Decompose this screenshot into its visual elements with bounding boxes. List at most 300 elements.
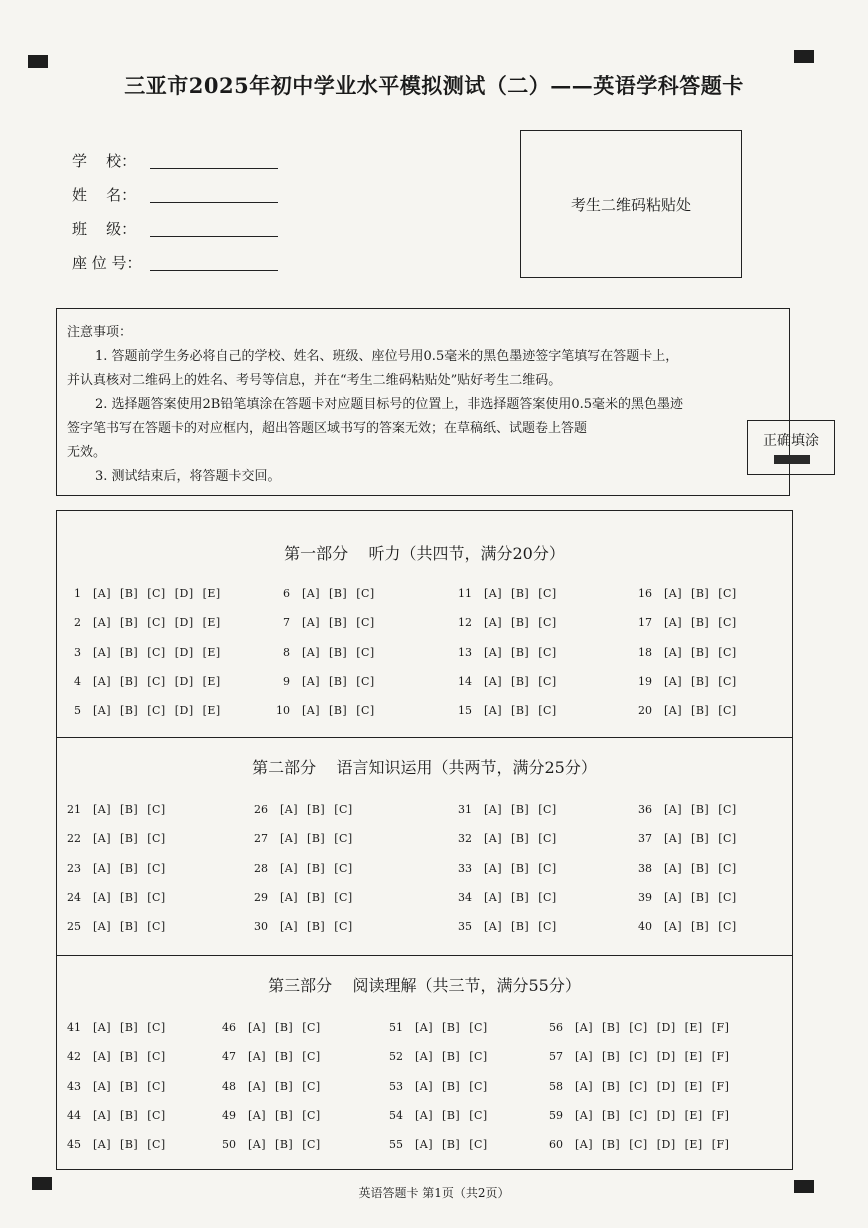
question-row xyxy=(450,616,566,629)
question-row xyxy=(630,704,746,717)
answer-bubble[interactable]: [C] xyxy=(147,890,166,904)
answer-bubble[interactable]: [C] xyxy=(356,674,375,688)
question-number: 19 xyxy=(638,674,652,688)
question-number: 18 xyxy=(638,645,652,659)
answer-bubble[interactable]: [D] xyxy=(656,1108,676,1122)
answer-bubble[interactable]: [F] xyxy=(711,1021,730,1034)
answer-bubble[interactable]: [C] xyxy=(356,616,375,630)
answer-bubble[interactable]: [E] xyxy=(202,587,221,600)
answer-bubble[interactable]: [C] xyxy=(147,645,166,659)
answer-bubble[interactable]: [C] xyxy=(629,1138,648,1152)
answer-bubble[interactable]: [A] xyxy=(484,803,503,816)
question-row xyxy=(450,891,566,904)
answer-bubble[interactable]: [B] xyxy=(307,920,326,934)
answer-bubble[interactable]: [C] xyxy=(718,890,737,904)
answer-bubble[interactable]: [B] xyxy=(329,616,348,630)
question-row xyxy=(630,675,746,688)
answer-bubble[interactable]: [B] xyxy=(511,704,530,718)
answer-bubble[interactable]: [A] xyxy=(280,890,299,904)
answer-bubble[interactable]: [D] xyxy=(656,1021,676,1034)
answer-bubble[interactable]: [D] xyxy=(174,616,194,630)
answer-bubble[interactable]: [C] xyxy=(147,674,166,688)
answer-bubble[interactable]: [C] xyxy=(718,832,737,846)
answer-bubble[interactable]: [D] xyxy=(174,587,194,600)
answer-bubble[interactable]: [A] xyxy=(280,832,299,846)
question-number: 53 xyxy=(389,1079,403,1093)
answer-bubble[interactable]: [C] xyxy=(629,1050,648,1064)
filled-bubble-example xyxy=(774,455,810,464)
answer-bubble[interactable]: [B] xyxy=(691,704,710,718)
question-row xyxy=(59,1050,175,1063)
answer-bubble[interactable]: [B] xyxy=(120,1050,139,1064)
question-number: 41 xyxy=(67,1021,81,1034)
question-row xyxy=(630,616,746,629)
answer-bubble[interactable]: [A] xyxy=(280,920,299,934)
answer-bubble[interactable]: [B] xyxy=(442,1108,461,1122)
notice-line: 无效。 xyxy=(67,445,107,460)
answer-bubble[interactable]: [C] xyxy=(718,616,737,630)
answer-bubble[interactable]: [C] xyxy=(147,920,166,934)
answer-bubble[interactable]: [C] xyxy=(538,861,557,875)
question-row xyxy=(381,1080,497,1093)
answer-bubble[interactable]: [B] xyxy=(120,920,139,934)
answer-bubble[interactable]: [C] xyxy=(538,704,557,718)
answer-bubble[interactable]: [A] xyxy=(575,1108,594,1122)
answer-bubble[interactable]: [C] xyxy=(629,1021,648,1034)
answer-bubble[interactable]: [A] xyxy=(664,890,683,904)
answer-bubble[interactable]: [E] xyxy=(202,645,221,659)
answer-bubble[interactable]: [A] xyxy=(664,645,683,659)
answer-bubble[interactable]: [A] xyxy=(664,704,683,718)
question-row xyxy=(450,675,566,688)
answer-bubble[interactable]: [C] xyxy=(718,674,737,688)
question-row xyxy=(450,803,566,816)
write-line[interactable] xyxy=(150,168,278,169)
answer-bubble[interactable]: [B] xyxy=(511,674,530,688)
answer-bubble[interactable]: [F] xyxy=(711,1108,730,1122)
question-number: 42 xyxy=(67,1050,81,1064)
question-row xyxy=(59,704,230,717)
answer-bubble[interactable]: [C] xyxy=(538,616,557,630)
answer-bubble[interactable]: [B] xyxy=(691,674,710,688)
answer-bubble[interactable]: [E] xyxy=(684,1021,703,1034)
question-number: 45 xyxy=(67,1138,81,1152)
question-row xyxy=(450,862,566,875)
notice-line: 并认真核对二维码上的姓名、考号等信息，并在“考生二维码粘贴处”贴好考生二维码。 xyxy=(67,373,562,388)
answer-bubble[interactable]: [A] xyxy=(93,1108,112,1122)
answer-bubble[interactable]: [B] xyxy=(691,861,710,875)
answer-bubble[interactable]: [C] xyxy=(469,1108,488,1122)
answer-bubble[interactable]: [B] xyxy=(120,587,139,600)
answer-bubble[interactable]: [C] xyxy=(147,803,166,816)
question-row xyxy=(59,1138,175,1151)
answer-bubble[interactable]: [D] xyxy=(174,645,194,659)
question-row xyxy=(59,616,230,629)
answer-bubble[interactable]: [B] xyxy=(120,803,139,816)
answer-bubble[interactable]: [B] xyxy=(120,832,139,846)
notice-box xyxy=(56,308,819,496)
answer-bubble[interactable]: [C] xyxy=(356,587,375,600)
answer-bubble[interactable]: [B] xyxy=(329,587,348,600)
answer-bubble[interactable]: [C] xyxy=(302,1079,321,1093)
write-line[interactable] xyxy=(150,202,278,203)
answer-bubble[interactable]: [A] xyxy=(664,674,683,688)
answer-bubble[interactable]: [A] xyxy=(664,587,683,600)
question-number: 13 xyxy=(458,645,472,659)
question-number: 58 xyxy=(549,1079,563,1093)
answer-bubble[interactable]: [F] xyxy=(711,1079,730,1093)
answer-bubble[interactable]: [B] xyxy=(329,645,348,659)
answer-bubble[interactable]: [A] xyxy=(248,1021,267,1034)
answer-bubble[interactable]: [E] xyxy=(202,674,221,688)
answer-bubble[interactable]: [A] xyxy=(93,1138,112,1152)
answer-bubble[interactable]: [C] xyxy=(147,832,166,846)
answer-bubble[interactable]: [A] xyxy=(664,861,683,875)
answer-bubble[interactable]: [B] xyxy=(602,1050,621,1064)
answer-bubble[interactable]: [C] xyxy=(147,1021,166,1034)
answer-bubble[interactable]: [A] xyxy=(93,704,112,718)
answer-bubble[interactable]: [C] xyxy=(469,1021,488,1034)
answer-bubble[interactable]: [B] xyxy=(691,920,710,934)
answer-bubble[interactable]: [E] xyxy=(202,704,221,718)
question-row xyxy=(59,891,175,904)
question-number: 24 xyxy=(67,890,81,904)
question-row xyxy=(246,803,362,816)
answer-bubble[interactable]: [C] xyxy=(469,1079,488,1093)
answer-bubble[interactable]: [A] xyxy=(93,674,112,688)
answer-bubble[interactable]: [D] xyxy=(174,704,194,718)
answer-bubble[interactable]: [B] xyxy=(511,803,530,816)
question-row xyxy=(630,587,746,600)
answer-bubble[interactable]: [C] xyxy=(147,861,166,875)
question-number: 6 xyxy=(283,587,290,600)
answer-bubble[interactable]: [C] xyxy=(538,920,557,934)
answer-bubble[interactable]: [A] xyxy=(664,616,683,630)
answer-bubble[interactable]: [B] xyxy=(511,587,530,600)
question-number: 59 xyxy=(549,1108,563,1122)
answer-bubble[interactable]: [A] xyxy=(484,674,503,688)
answer-bubble[interactable]: [A] xyxy=(484,704,503,718)
answer-bubble[interactable]: [C] xyxy=(147,1108,166,1122)
question-row xyxy=(630,862,746,875)
answer-bubble[interactable]: [B] xyxy=(442,1050,461,1064)
answer-bubble[interactable]: [B] xyxy=(511,890,530,904)
question-number: 39 xyxy=(638,890,652,904)
answer-bubble[interactable]: [A] xyxy=(93,832,112,846)
answer-bubble[interactable]: [B] xyxy=(120,861,139,875)
answer-bubble[interactable]: [A] xyxy=(248,1050,267,1064)
question-number: 3 xyxy=(74,645,81,659)
answer-bubble[interactable]: [A] xyxy=(415,1050,434,1064)
answer-bubble[interactable]: [A] xyxy=(248,1079,267,1093)
answer-bubble[interactable]: [E] xyxy=(684,1138,703,1152)
answer-bubble[interactable]: [B] xyxy=(120,890,139,904)
question-row xyxy=(268,646,384,659)
answer-bubble[interactable]: [A] xyxy=(415,1079,434,1093)
answer-bubble[interactable]: [A] xyxy=(248,1138,267,1152)
answer-bubble[interactable]: [E] xyxy=(202,616,221,630)
answer-bubble[interactable]: [F] xyxy=(711,1138,730,1152)
answer-bubble[interactable]: [A] xyxy=(302,674,321,688)
question-row xyxy=(214,1138,330,1151)
answer-bubble[interactable]: [D] xyxy=(656,1079,676,1093)
answer-bubble[interactable]: [A] xyxy=(302,704,321,718)
question-number: 14 xyxy=(458,674,472,688)
question-row xyxy=(246,862,362,875)
answer-area xyxy=(56,510,793,1170)
answer-bubble[interactable]: [C] xyxy=(302,1108,321,1122)
answer-bubble[interactable]: [B] xyxy=(120,1079,139,1093)
answer-bubble[interactable]: [B] xyxy=(307,861,326,875)
answer-bubble[interactable]: [C] xyxy=(302,1050,321,1064)
question-row xyxy=(268,616,384,629)
answer-bubble[interactable]: [C] xyxy=(469,1050,488,1064)
question-row xyxy=(541,1109,738,1122)
question-number: 1 xyxy=(74,587,81,600)
question-row xyxy=(59,1080,175,1093)
question-row xyxy=(630,891,746,904)
question-number: 49 xyxy=(222,1108,236,1122)
answer-bubble[interactable]: [B] xyxy=(691,890,710,904)
question-number: 22 xyxy=(67,832,81,846)
answer-bubble[interactable]: [A] xyxy=(575,1021,594,1034)
question-number: 54 xyxy=(389,1108,403,1122)
answer-bubble[interactable]: [C] xyxy=(147,587,166,600)
answer-bubble[interactable]: [C] xyxy=(538,587,557,600)
answer-bubble[interactable]: [C] xyxy=(629,1079,648,1093)
answer-bubble[interactable]: [C] xyxy=(356,645,375,659)
question-number: 43 xyxy=(67,1079,81,1093)
answer-bubble[interactable]: [C] xyxy=(718,645,737,659)
answer-bubble[interactable]: [A] xyxy=(415,1108,434,1122)
answer-bubble[interactable]: [E] xyxy=(684,1050,703,1064)
write-line[interactable] xyxy=(150,270,278,271)
question-row xyxy=(630,920,746,933)
answer-bubble[interactable]: [A] xyxy=(484,861,503,875)
answer-bubble[interactable]: [C] xyxy=(334,803,353,816)
notice-heading: 注意事项： xyxy=(67,325,133,340)
question-number: 38 xyxy=(638,861,652,875)
question-number: 51 xyxy=(389,1021,403,1034)
answer-bubble[interactable]: [C] xyxy=(334,890,353,904)
answer-bubble[interactable]: [B] xyxy=(442,1138,461,1152)
answer-bubble[interactable]: [B] xyxy=(602,1138,621,1152)
answer-bubble[interactable]: [C] xyxy=(718,920,737,934)
section-title-listening: 第一部分 听力（共四节，满分20分） xyxy=(284,544,565,563)
answer-bubble[interactable]: [B] xyxy=(120,704,139,718)
qr-code-sticker-box xyxy=(520,130,742,278)
notice-line: 3. 测试结束后，将答题卡交回。 xyxy=(95,469,281,484)
answer-bubble[interactable]: [C] xyxy=(147,1079,166,1093)
answer-bubble[interactable]: [C] xyxy=(302,1138,321,1152)
answer-bubble[interactable]: [A] xyxy=(93,1021,112,1034)
answer-bubble[interactable]: [A] xyxy=(484,645,503,659)
answer-bubble[interactable]: [E] xyxy=(684,1079,703,1093)
answer-bubble[interactable]: [A] xyxy=(302,587,321,600)
question-number: 46 xyxy=(222,1021,236,1034)
question-row xyxy=(59,920,175,933)
answer-bubble[interactable]: [A] xyxy=(93,645,112,659)
answer-bubble[interactable]: [B] xyxy=(511,920,530,934)
answer-bubble[interactable]: [F] xyxy=(711,1050,730,1064)
answer-bubble[interactable]: [C] xyxy=(356,704,375,718)
question-row xyxy=(214,1109,330,1122)
answer-bubble[interactable]: [B] xyxy=(275,1021,294,1034)
section-divider xyxy=(57,955,792,956)
question-row xyxy=(214,1050,330,1063)
answer-bubble[interactable]: [A] xyxy=(93,1050,112,1064)
answer-bubble[interactable]: [C] xyxy=(538,645,557,659)
section-title-language-use: 第二部分 语言知识运用（共两节，满分25分） xyxy=(252,758,597,777)
answer-bubble[interactable]: [A] xyxy=(93,587,112,600)
answer-bubble[interactable]: [B] xyxy=(329,704,348,718)
answer-bubble[interactable]: [A] xyxy=(484,920,503,934)
question-number: 47 xyxy=(222,1050,236,1064)
answer-bubble[interactable]: [B] xyxy=(511,861,530,875)
answer-bubble[interactable]: [A] xyxy=(575,1079,594,1093)
question-row xyxy=(541,1138,738,1151)
question-number: 15 xyxy=(458,704,472,718)
section-title-reading: 第三部分 阅读理解（共三节，满分55分） xyxy=(268,976,581,995)
question-row xyxy=(268,675,384,688)
question-number: 17 xyxy=(638,616,652,630)
answer-bubble[interactable]: [B] xyxy=(511,645,530,659)
answer-bubble[interactable]: [B] xyxy=(691,832,710,846)
answer-bubble[interactable]: [C] xyxy=(334,861,353,875)
answer-bubble[interactable]: [A] xyxy=(280,803,299,816)
answer-bubble[interactable]: [C] xyxy=(538,803,557,816)
answer-bubble[interactable]: [A] xyxy=(575,1138,594,1152)
question-number: 20 xyxy=(638,704,652,718)
question-number: 31 xyxy=(458,803,472,816)
answer-bubble[interactable]: [B] xyxy=(120,1138,139,1152)
answer-bubble[interactable]: [C] xyxy=(629,1108,648,1122)
question-row xyxy=(246,920,362,933)
question-number: 35 xyxy=(458,920,472,934)
answer-bubble[interactable]: [B] xyxy=(691,616,710,630)
answer-bubble[interactable]: [B] xyxy=(120,674,139,688)
answer-bubble[interactable]: [C] xyxy=(334,920,353,934)
answer-bubble[interactable]: [C] xyxy=(302,1021,321,1034)
answer-bubble[interactable]: [C] xyxy=(147,1138,166,1152)
question-row xyxy=(59,587,230,600)
answer-bubble[interactable]: [C] xyxy=(334,832,353,846)
section-divider xyxy=(57,737,792,738)
answer-bubble[interactable]: [A] xyxy=(664,920,683,934)
question-row xyxy=(450,704,566,717)
question-number: 57 xyxy=(549,1050,563,1064)
answer-bubble[interactable]: [A] xyxy=(93,616,112,630)
answer-bubble[interactable]: [A] xyxy=(415,1138,434,1152)
answer-bubble[interactable]: [C] xyxy=(469,1138,488,1152)
answer-bubble[interactable]: [C] xyxy=(718,861,737,875)
answer-bubble[interactable]: [B] xyxy=(442,1021,461,1034)
answer-bubble[interactable]: [A] xyxy=(93,920,112,934)
answer-bubble[interactable]: [B] xyxy=(120,616,139,630)
answer-bubble[interactable]: [C] xyxy=(538,674,557,688)
answer-bubble[interactable]: [E] xyxy=(684,1108,703,1122)
write-line[interactable] xyxy=(150,236,278,237)
answer-bubble[interactable]: [A] xyxy=(484,587,503,600)
answer-bubble[interactable]: [A] xyxy=(484,890,503,904)
question-number: 28 xyxy=(254,861,268,875)
answer-bubble[interactable]: [A] xyxy=(248,1108,267,1122)
answer-bubble[interactable]: [B] xyxy=(442,1079,461,1093)
answer-bubble[interactable]: [A] xyxy=(664,803,683,816)
answer-bubble[interactable]: [D] xyxy=(174,674,194,688)
answer-bubble[interactable]: [B] xyxy=(329,674,348,688)
answer-bubble[interactable]: [B] xyxy=(275,1050,294,1064)
answer-bubble[interactable]: [B] xyxy=(602,1021,621,1034)
answer-bubble[interactable]: [C] xyxy=(718,704,737,718)
question-row xyxy=(59,862,175,875)
answer-bubble[interactable]: [A] xyxy=(93,1079,112,1093)
question-number: 29 xyxy=(254,890,268,904)
answer-bubble[interactable]: [B] xyxy=(275,1079,294,1093)
answer-bubble[interactable]: [A] xyxy=(664,832,683,846)
answer-bubble[interactable]: [B] xyxy=(275,1108,294,1122)
answer-bubble[interactable]: [A] xyxy=(302,645,321,659)
answer-bubble[interactable]: [A] xyxy=(280,861,299,875)
answer-bubble[interactable]: [B] xyxy=(602,1108,621,1122)
question-number: 44 xyxy=(67,1108,81,1122)
answer-bubble[interactable]: [B] xyxy=(691,645,710,659)
answer-bubble[interactable]: [C] xyxy=(147,616,166,630)
answer-bubble[interactable]: [C] xyxy=(147,1050,166,1064)
answer-bubble[interactable]: [A] xyxy=(93,803,112,816)
answer-bubble[interactable]: [D] xyxy=(656,1138,676,1152)
answer-bubble[interactable]: [B] xyxy=(602,1079,621,1093)
answer-bubble[interactable]: [A] xyxy=(575,1050,594,1064)
answer-bubble[interactable]: [C] xyxy=(718,803,737,816)
answer-bubble[interactable]: [C] xyxy=(538,890,557,904)
answer-bubble[interactable]: [B] xyxy=(511,832,530,846)
answer-bubble[interactable]: [C] xyxy=(147,704,166,718)
question-row xyxy=(541,1080,738,1093)
registration-mark-top-left xyxy=(28,55,48,68)
answer-bubble[interactable]: [A] xyxy=(415,1021,434,1034)
answer-bubble[interactable]: [B] xyxy=(307,832,326,846)
question-number: 36 xyxy=(638,803,652,816)
answer-bubble[interactable]: [B] xyxy=(275,1138,294,1152)
question-number: 48 xyxy=(222,1079,236,1093)
answer-bubble[interactable]: [A] xyxy=(484,616,503,630)
question-row xyxy=(381,1138,497,1151)
answer-bubble[interactable]: [B] xyxy=(120,1108,139,1122)
answer-bubble[interactable]: [A] xyxy=(93,861,112,875)
notice-line: 1. 答题前学生务必将自己的学校、姓名、班级、座位号用0.5毫米的黑色墨迹签字笔填写在答题卡上， xyxy=(95,349,679,364)
question-row xyxy=(541,1050,738,1063)
question-number: 50 xyxy=(222,1138,236,1152)
answer-bubble[interactable]: [D] xyxy=(656,1050,676,1064)
answer-bubble[interactable]: [C] xyxy=(718,587,737,600)
answer-bubble[interactable]: [B] xyxy=(307,890,326,904)
fill-example-box xyxy=(747,420,835,475)
question-number: 16 xyxy=(638,587,652,600)
answer-bubble[interactable]: [B] xyxy=(120,1021,139,1034)
answer-bubble[interactable]: [B] xyxy=(307,803,326,816)
answer-bubble[interactable]: [B] xyxy=(691,803,710,816)
answer-bubble[interactable]: [A] xyxy=(93,890,112,904)
answer-bubble[interactable]: [A] xyxy=(484,832,503,846)
answer-bubble[interactable]: [B] xyxy=(120,645,139,659)
answer-bubble[interactable]: [A] xyxy=(302,616,321,630)
page-title: 三亚市2025年初中学业水平模拟测试（二）——英语学科答题卡 xyxy=(124,73,744,98)
answer-bubble[interactable]: [C] xyxy=(538,832,557,846)
notice-line: 签字笔书写在答题卡的对应框内，超出答题区域书写的答案无效；在草稿纸、试题卷上答题 xyxy=(67,421,588,436)
answer-bubble[interactable]: [B] xyxy=(511,616,530,630)
answer-bubble[interactable]: [B] xyxy=(691,587,710,600)
